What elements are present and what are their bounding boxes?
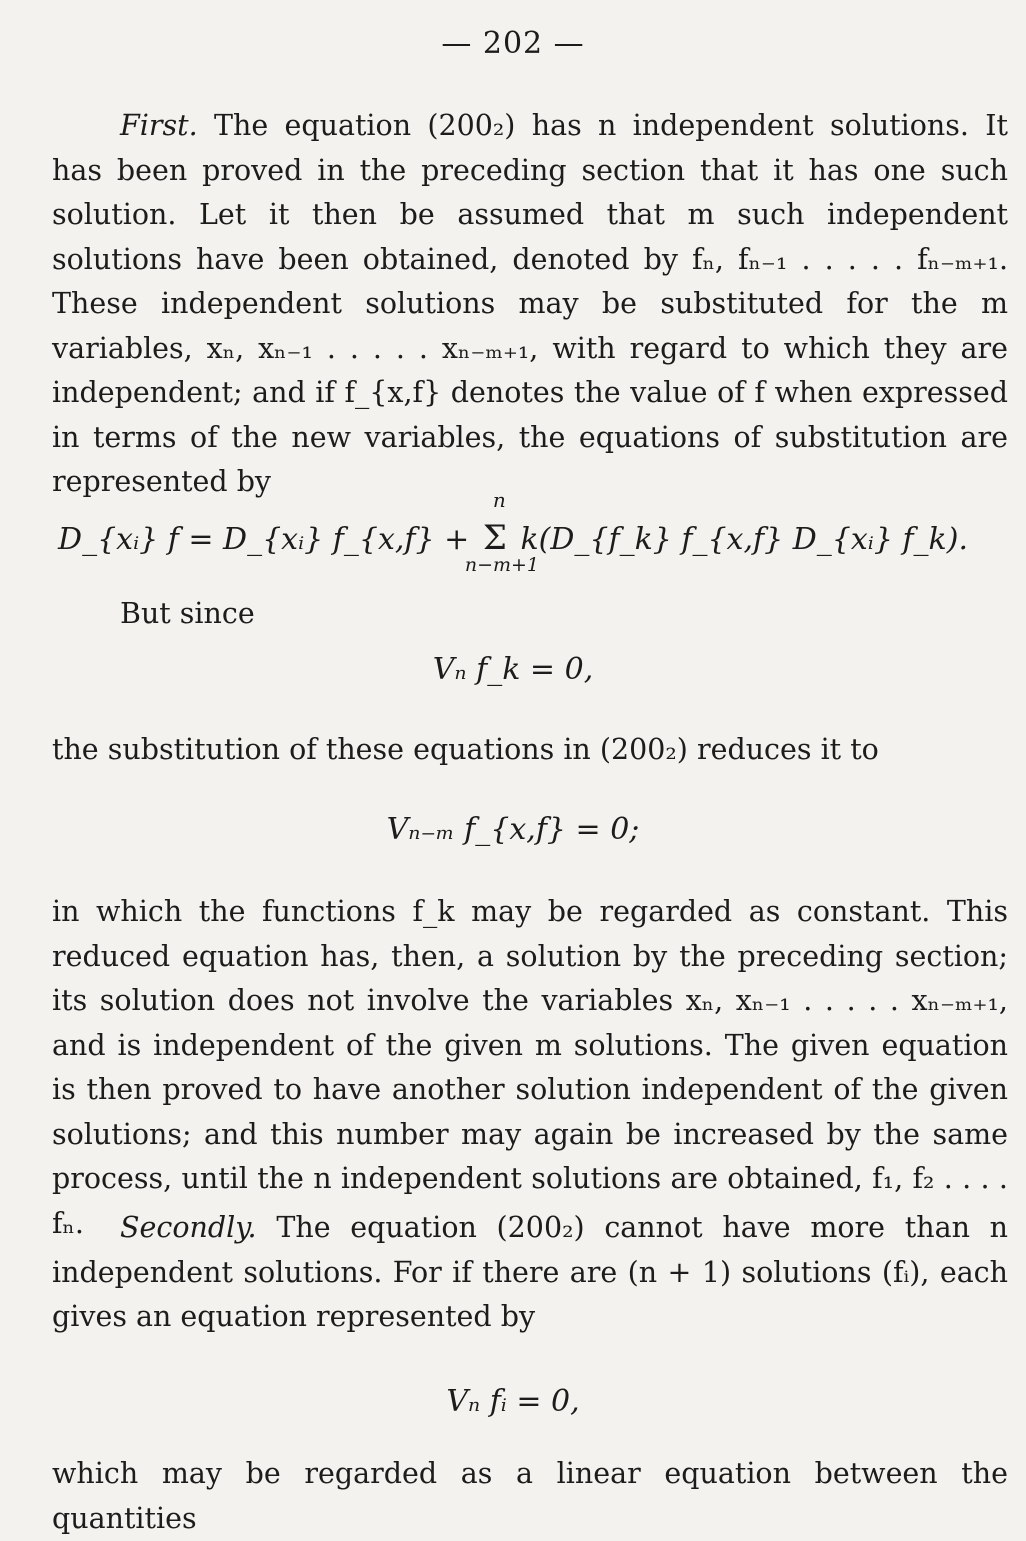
summation-symbol: Σ: [482, 518, 507, 558]
paragraph-lead-secondly: Secondly.: [120, 1211, 257, 1244]
equation-plus: +: [444, 522, 470, 557]
paragraph-substitution: the substitution of these equations in (200₂) reduces it to: [52, 733, 879, 766]
equation-summand: k(D_{f_k} f_{x,f} D_{xᵢ} f_k).: [520, 522, 968, 557]
page-number: — 202 —: [441, 26, 585, 61]
paragraph-lead-first: First.: [120, 109, 198, 142]
paragraph-but-since: But since: [120, 597, 255, 630]
summation-upper-limit: n: [492, 488, 506, 512]
paragraph-secondly: [52, 1206, 1008, 1340]
summation-sign: [464, 488, 540, 576]
paragraph-first: [52, 104, 1008, 505]
summation-lower-limit: n−m+1: [464, 554, 540, 576]
paragraph-text-first: The equation (200₂) has n independent solutions. It has been proved in the preceding section that it has one such solution. Let it then be assumed that m such independent solutions have been obtained, denoted by fₙ, fₙ₋₁ . . . . . fₙ₋ₘ₊₁. These independent solutions may be substituted for the m variables, xₙ, xₙ₋₁ . . . . . xₙ₋ₘ₊₁, with regard to which they are independent; and if f_{x,f} denotes the value of f when expressed in terms of the new variables, the equations of substitution are represented by: [52, 109, 1008, 498]
equation-substitution: [0, 488, 1026, 576]
equation-vn-fk: Vₙ f_k = 0,: [432, 652, 594, 687]
paragraph-linear: which may be regarded as a linear equation between the quantities: [52, 1457, 1008, 1535]
equation-reduced: Vₙ₋ₘ f_{x,f} = 0;: [386, 812, 640, 847]
paragraph-text-secondly: The equation (200₂) cannot have more than n independent solutions. For if there are (n + 1) solutions (fᵢ), each gives an equation represented by: [52, 1211, 1008, 1333]
equation-lhs: D_{xᵢ} f = D_{xᵢ} f_{x,f}: [58, 522, 435, 557]
equation-vn-fi: Vₙ fᵢ = 0,: [446, 1384, 580, 1419]
paragraph-reduced: in which the functions f_k may be regarded as constant. This reduced equation has, then, a solution by the preceding section; its solution does not involve the variables xₙ, xₙ₋₁ . . . . . xₙ₋ₘ₊₁, and is independent of the given m solutions. The given equation is then proved to have another solution independent of the given solutions; and this number may again be increased by the same process, until the n independent solutions are obtained, f₁, f₂ . . . . fₙ.: [52, 895, 1008, 1240]
